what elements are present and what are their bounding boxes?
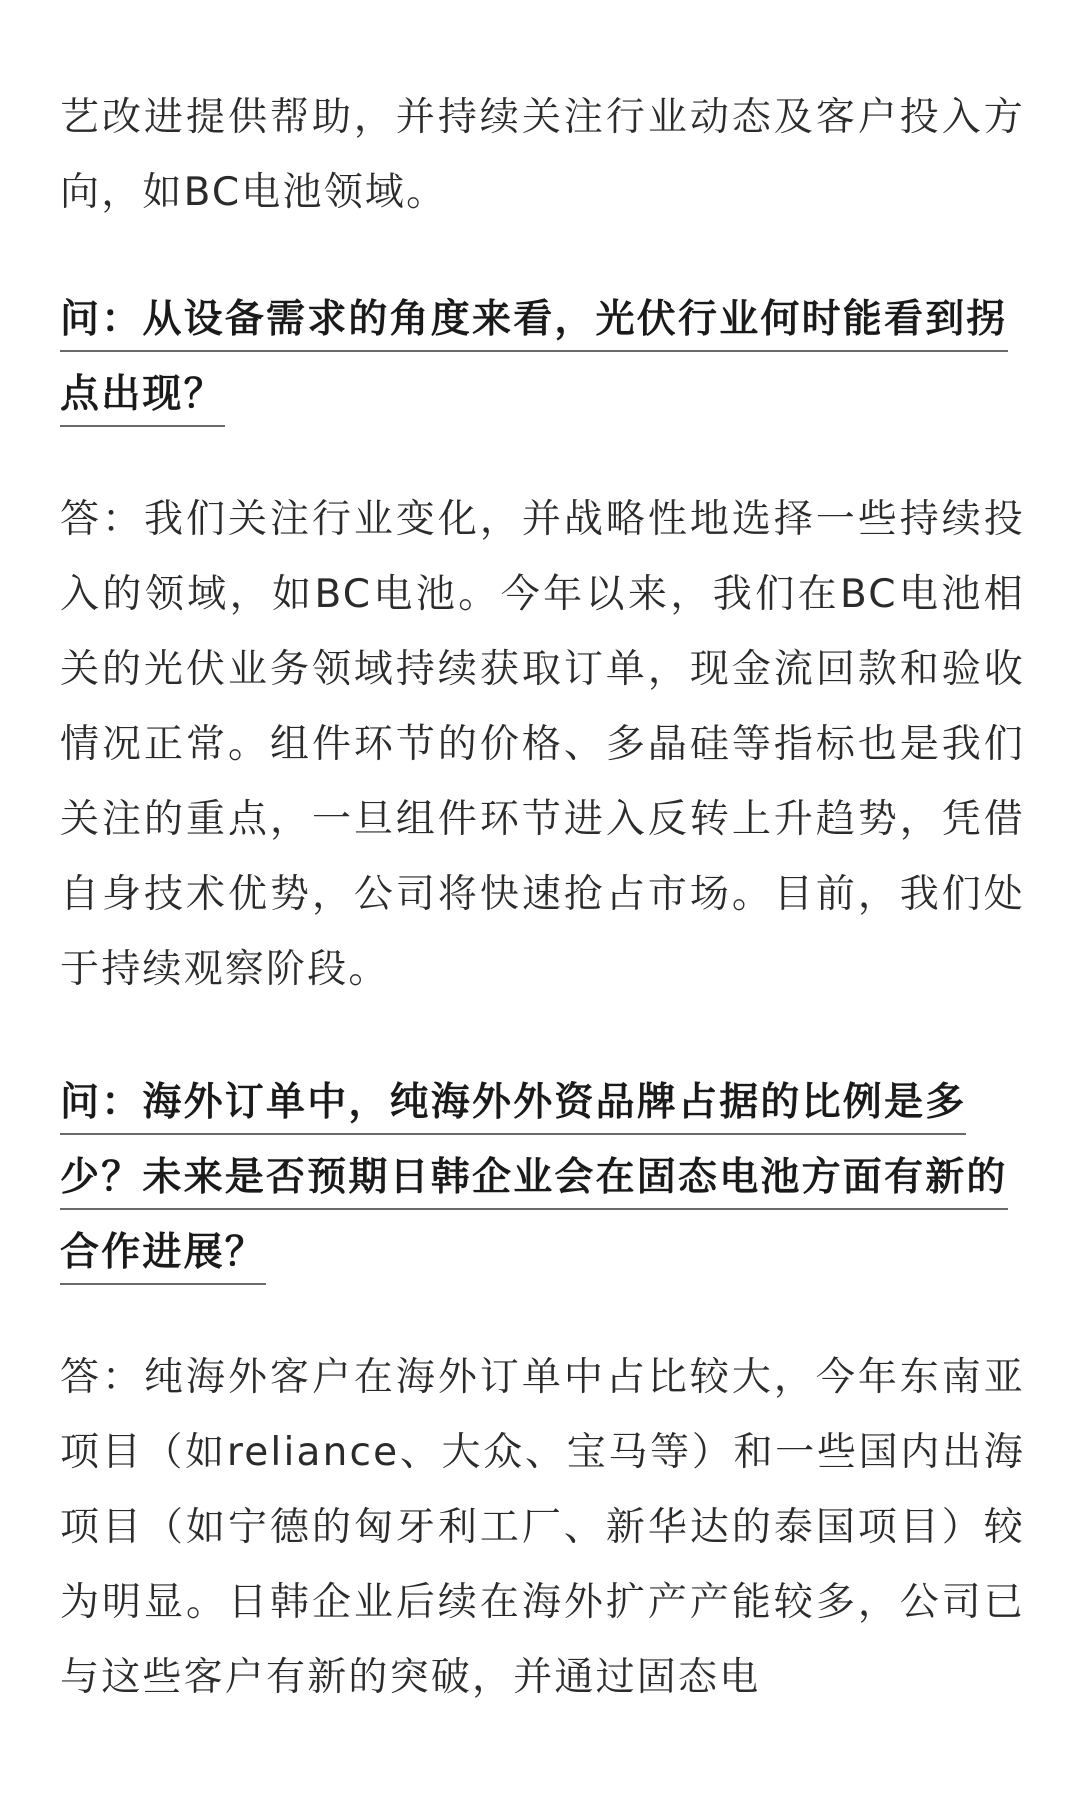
answer-2: 答：纯海外客户在海外订单中占比较大，今年东南亚项目（如reliance、大众、宝马等）和一些国内出海项目（如宁德的匈牙利工厂、新华达的泰国项目）较为明显。日韩企业后续在海外扩产产能较多，公司已与这些客户有新的突破，并通过固态电 <box>60 1355 1025 1700</box>
question-1-text: 问：从设备需求的角度来看，光伏行业何时能看到拐点出现？ <box>60 297 1008 427</box>
question-2 <box>60 1065 1025 1290</box>
question-1 <box>60 282 1025 432</box>
answer-1: 答：我们关注行业变化，并战略性地选择一些持续投入的领域，如BC电池。今年以来，我们在BC电池相关的光伏业务领域持续获取订单，现金流回款和验收情况正常。组件环节的价格、多晶硅等指标也是我们关注的重点，一旦组件环节进入反转上升趋势，凭借自身技术优势，公司将快速抢占市场。目前，我们处于持续观察阶段。 <box>60 497 1025 992</box>
question-2-text: 问：海外订单中，纯海外外资品牌占据的比例是多少？未来是否预期日韩企业会在固态电池方面有新的合作进展？ <box>60 1080 1008 1285</box>
intro-paragraph: 艺改进提供帮助，并持续关注行业动态及客户投入方向，如BC电池领域。 <box>60 95 1025 215</box>
